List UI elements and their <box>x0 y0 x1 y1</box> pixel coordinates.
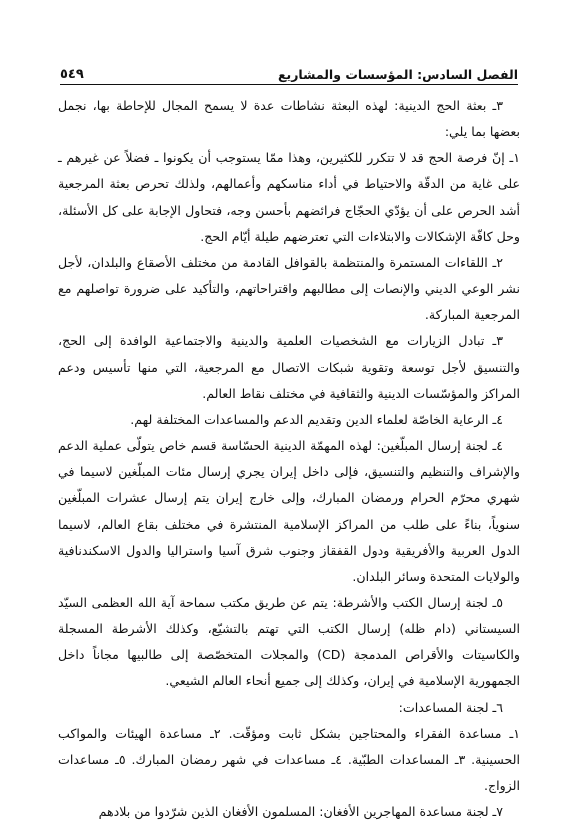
header-rule <box>60 84 518 85</box>
paragraph-afghan-committee: ٧ـ لجنة مساعدة المهاجرين الأفغان: المسلمون الأفغان الذين شرّدوا من بلادهم <box>98 804 503 820</box>
paragraph-hajj-item-1: ١ـ إنّ فرصة الحج قد لا تتكرر للكثيرين، وهذا ممّا يستوجب أن يكونوا ـ فضلاً عن غيرهم ـ على غاية من الدقّة والاحتياط في أداء مناسكهم وأعمالهم، ولذلك تحرص بعثة المرجعية أشد الحرص على أن يؤدّي الحجّاج فرائضهم بأحسن وجه، فتحاول الإجابة على كل الأسئلة، وحل كافّة الإشكالات والابتلاءات التي تعترضهم طيلة أيّام الحج. <box>58 150 520 244</box>
page-number: ٥٤٩ <box>60 67 84 82</box>
paragraph-hajj-item-4: ٤ـ الرعاية الخاصّة لعلماء الدين وتقديم الدعم والمساعدات المختلفة لهم. <box>130 411 503 427</box>
paragraph-hajj-item-2: ٢ـ اللقاءات المستمرة والمنتظمة بالقوافل القادمة من مختلف الأصقاع والبلدان، لأجل نشر الوعي الديني والإنصات إلى مطالبهم واقتراحاتهم، والتأكيد على ضرورة تواصلهم مع المرجعية المباركة. <box>58 254 520 323</box>
page-body <box>58 93 520 825</box>
paragraph-hajj-item-3: ٣ـ تبادل الزيارات مع الشخصيات العلمية والدينية والاجتماعية الوافدة إلى الحج، والتنسيق لأجل توسعة وتقوية شبكات الاتصال مع المرجعية، التي منها تأسيس ودعم المراكز والمؤسّسات الدينية والثقافية في مختلف نقاط العالم. <box>58 333 520 401</box>
paragraph-preachers-committee: ٤ـ لجنة إرسال المبلّغين: لهذه المهمّة الدينية الحسّاسة قسم خاص يتولّى عملية الدعم والإشراف والتنظيم والتنسيق، فإلى داخل إيران يجري إرسال مئات المبلّغين لاسيما في شهري محرّم الحرام ورمضان المبارك، وإلى خارج إيران يتم إرسال عشرات المبلّغين سنوياً، بناءً على طلب من المراكز الإسلامية المنتشرة في مختلف بقاع العالم، لاسيما الدول العربية والأفريقية ودول القفقاز وجنوب شرق آسيا واستراليا والدول الاسكندنافية والولايات المتحدة وسائر البلدان. <box>58 438 520 584</box>
paragraph-aid-committee: ٦ـ لجنة المساعدات: <box>398 699 503 715</box>
paragraph-hajj-mission: ٣ـ بعثة الحج الدينية: لهذه البعثة نشاطات عدة لا يسمح المجال للإحاطة بها، نجمل بعضها بما يلي: <box>58 98 520 140</box>
paragraph-aid-items: ١ـ مساعدة الفقراء والمحتاجين بشكل ثابت ومؤقّت. ٢ـ مساعدة الهيئات والمواكب الحسينية. ٣ـ المساعدات الطبّية. ٤ـ مساعدات في شهر رمضان المبارك. ٥ـ مساعدات الزواج. <box>58 725 521 794</box>
chapter-title: الفصل السادس: المؤسسات والمشاريع <box>278 67 518 82</box>
paragraph-books-committee: ٥ـ لجنة إرسال الكتب والأشرطة: يتم عن طريق مكتب سماحة آية الله العظمى السيّد السيستاني (دام ظله) إرسال الكتب التي تهتم بالتشيّع، وكذلك الأشرطة المسجلة والكاسيتات والأقراص المدمجة (CD) والمجلات المتخصّصة إلى طالبيها مجاناً داخل الجمهورية الإسلامية في إيران، وكذلك إلى جميع أنحاء العالم الشيعي. <box>58 594 520 689</box>
page-header <box>60 58 518 82</box>
